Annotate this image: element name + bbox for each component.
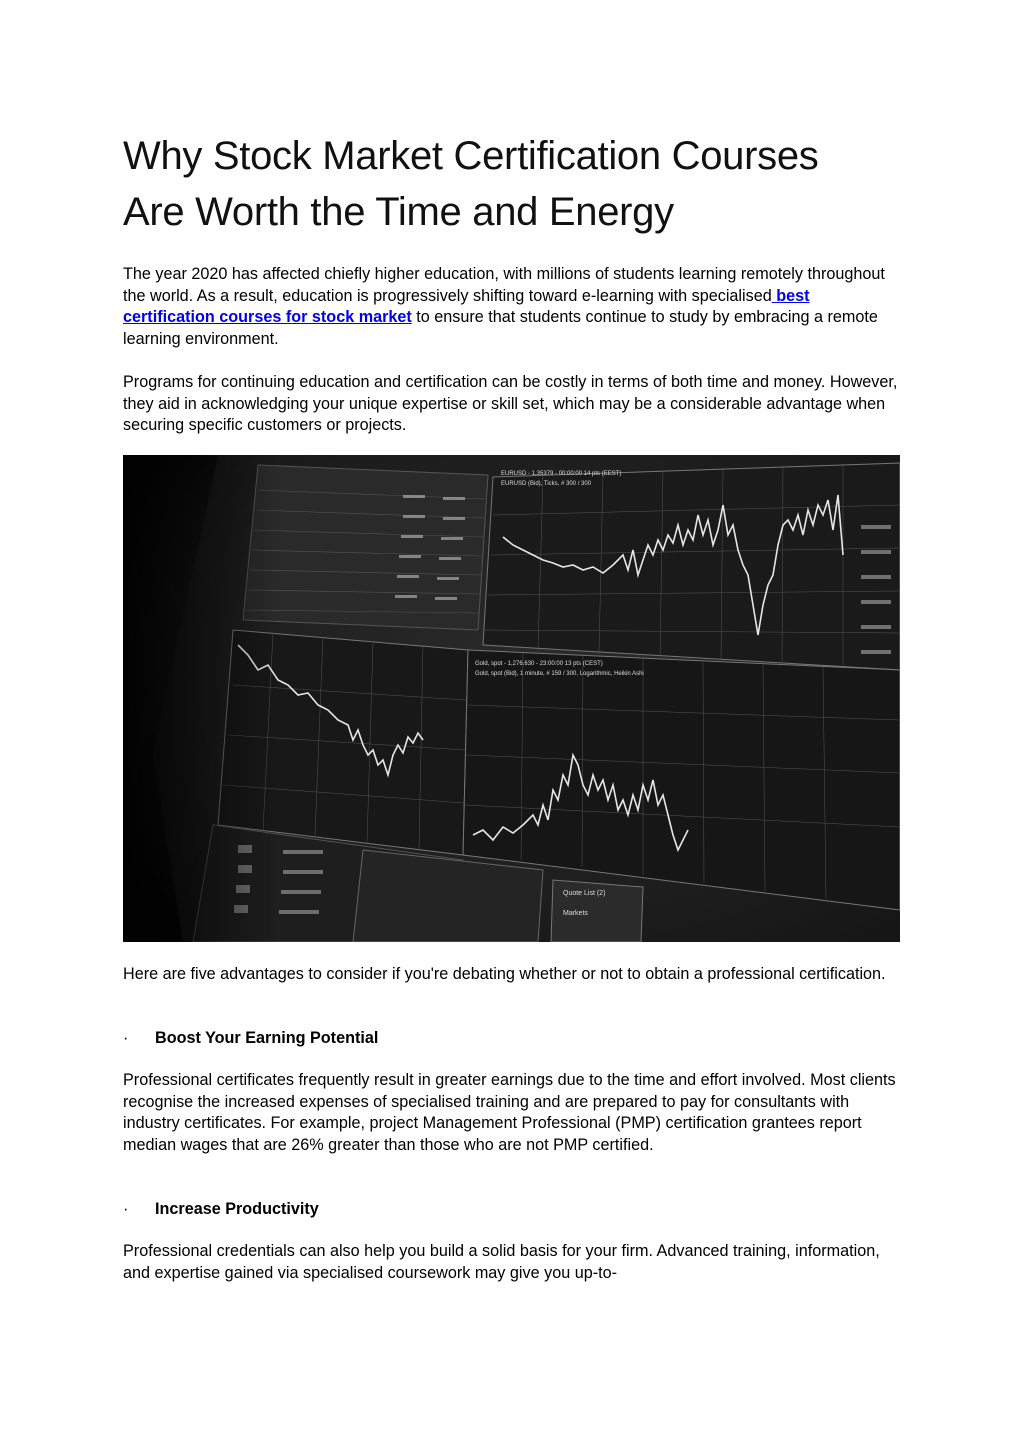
bullet-increase-productivity: [123, 1199, 903, 1221]
programs-paragraph: Programs for continuing education and certification can be costly in terms of both time and money. However, they aid in acknowledging your unique expertise or skill set, which may be a considerable advantage when securing specific customers or projects.: [123, 373, 898, 435]
title-line-1: Why Stock Market Certification Courses: [123, 134, 819, 178]
bullet-dot: ·: [123, 1200, 129, 1218]
credentials-paragraph: Professional credentials can also help you build a solid basis for your firm. Advanced training, information, and expertise gained via specialised coursework may give you up-to-: [123, 1242, 880, 1282]
bullet-heading: Increase Productivity: [155, 1200, 319, 1218]
earnings-paragraph: Professional certificates frequently result in greater earnings due to the time and effort involved. Most clients recognise the increased expenses of specialised training and are prepared to pay for consultants with industry certificates. For example, project Management Professional (PMP) certification grantees report median wages that are 26% greater than those who are not PMP certified.: [123, 1071, 896, 1154]
bullet-boost-earning: [123, 1028, 903, 1050]
certification-courses-link[interactable]: best certification courses for stock market: [123, 286, 810, 327]
advantages-intro-paragraph: Here are five advantages to consider if you're debating whether or not to obtain a professional certification.: [123, 965, 886, 983]
intro-text-after-link: to ensure that students continue to study by embracing a remote learning environment.: [123, 308, 878, 348]
bullet-heading: Boost Your Earning Potential: [155, 1029, 379, 1047]
intro-paragraph: [123, 264, 903, 350]
intro-text-before-link: The year 2020 has affected chiefly higher education, with millions of students learning remotely throughout the world. As a result, education is progressively shifting toward e-learning with specialised: [123, 265, 885, 305]
article-title: [123, 128, 923, 240]
bullet-dot: ·: [123, 1029, 129, 1047]
trading-screen-photo: [123, 455, 900, 942]
title-line-2: Are Worth the Time and Energy: [123, 190, 674, 234]
